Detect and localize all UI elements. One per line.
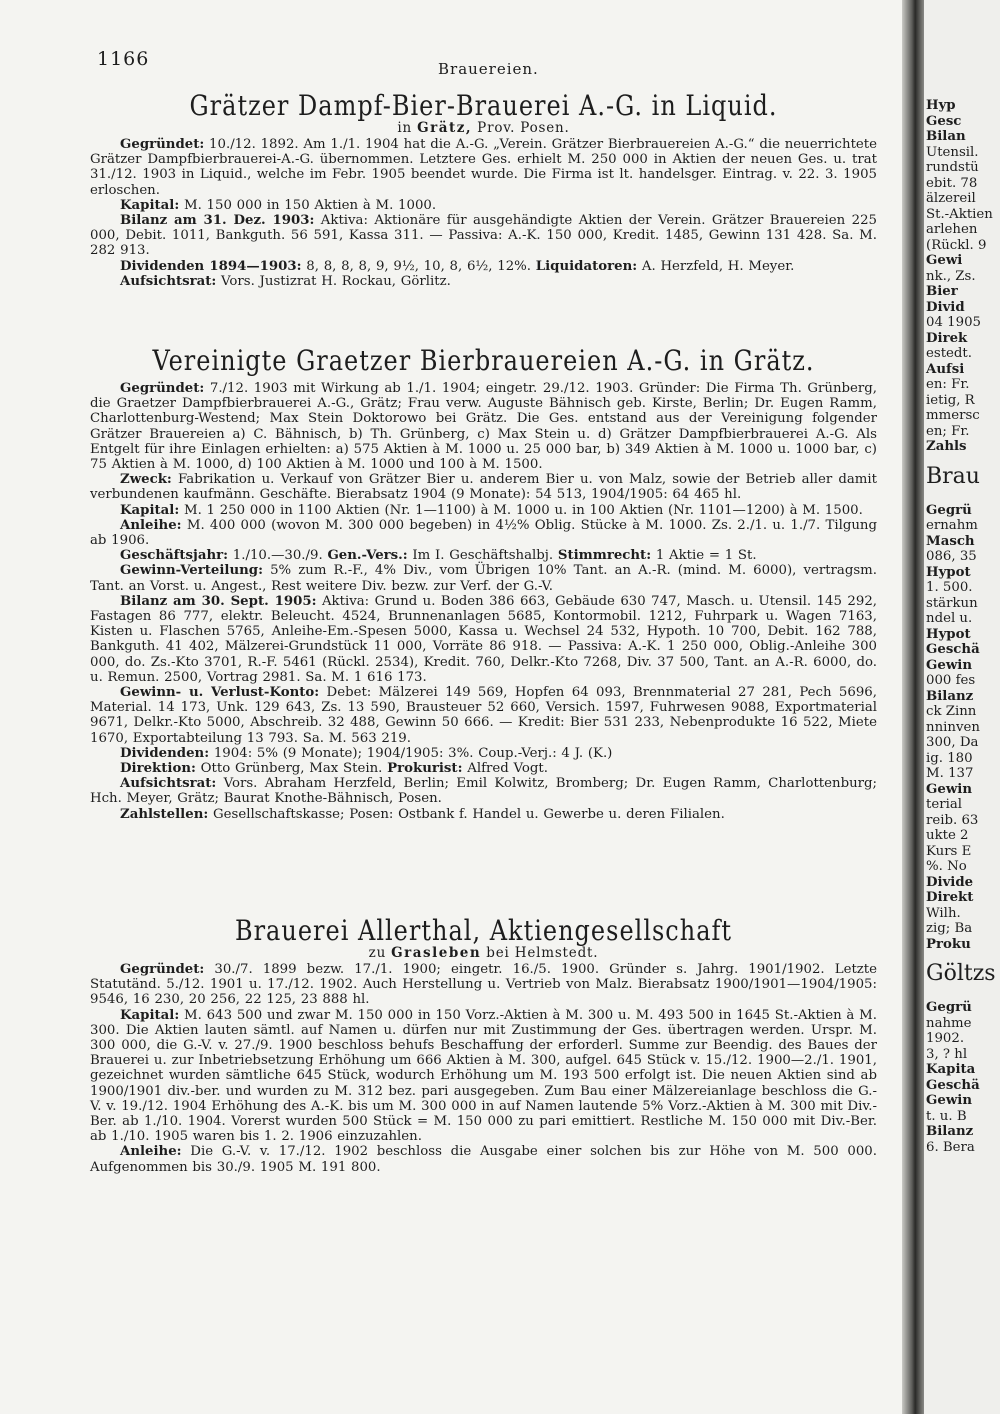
subtitle-suffix: bei Helmstedt. xyxy=(481,945,599,961)
edge-fragment: ebit. 78 xyxy=(926,175,978,191)
entry-label: Anleihe: xyxy=(120,517,182,533)
entry xyxy=(90,472,877,502)
edge-fragment: mmersc xyxy=(926,408,980,423)
edge-fragment: Wilh. xyxy=(926,905,961,921)
edge-fragment: rundstü xyxy=(926,160,979,175)
entry-text: 10./12. 1892. Am 1./1. 1904 hat die A.-G. „Verein. Grätzer Bierbrauereien A.-G.“ die neuerrichtete Grätzer Dampfbierbrauerei-A.-G. übernommen. Letztere Ges. erhielt M. 250 000 in Aktien der neuen Ges. u. trat 31./12. 1903 in Liquid., welche im Febr. 1905 beendet wurde. Die Firma ist lt. handelsger. Eintrag. v. 22. 3. 1905 erloschen. xyxy=(90,137,877,198)
entry-text: 1904: 5% (9 Monate); 1904/1905: 3%. Coup.-Verj.: 4 J. (K.) xyxy=(209,745,613,761)
entry-label: Anleihe: xyxy=(120,1144,182,1160)
entry xyxy=(90,274,877,289)
edge-fragment: Brau xyxy=(926,463,980,489)
entry xyxy=(90,962,877,1008)
entry xyxy=(90,746,877,761)
edge-fragment: Bier xyxy=(926,284,958,299)
edge-fragment: Bilanz xyxy=(926,688,974,704)
entry-text: 30./7. 1899 bezw. 17./1. 1900; eingetr. 16./5. 1900. Gründer s. Jahrg. 1901/1902. Letzte Statutänd. 5./12. 1901 u. 17./12. 1902. Auch Herstellung u. Vertrieb von Malz. Bierabsatz 1900/1901—1904/1905: 9546, 16 230, 20 256, 22 125, 23 888 hl. xyxy=(90,962,877,1008)
entry-text: Die G.-V. v. 17./12. 1902 beschloss die Ausgabe einer solchen bis zur Höhe von M. 500 000. Aufgenommen bis 30./9. 1905 M. 191 800. xyxy=(90,1144,877,1175)
edge-fragment: 3, ? hl xyxy=(926,1046,968,1062)
page-number: 1166 xyxy=(97,48,150,70)
entry xyxy=(90,548,877,563)
entry-label: Gen.-Vers.: xyxy=(327,548,408,564)
entry-text: M. 150 000 in 150 Aktien à M. 1000. xyxy=(179,197,437,213)
edge-fragment: Direk xyxy=(926,330,968,346)
edge-fragment: 000 fes xyxy=(926,673,976,688)
entry xyxy=(90,594,877,685)
edge-fragment: Kurs E xyxy=(926,843,972,859)
entry xyxy=(90,761,877,776)
edge-fragment: en; Fr. xyxy=(926,423,970,439)
edge-fragment: Bilanz xyxy=(926,1124,974,1139)
edge-fragment: arlehen xyxy=(926,222,978,237)
entry-label: Geschäftsjahr: xyxy=(120,548,229,564)
entry xyxy=(90,259,877,274)
entry-text: Aktiva: Grund u. Boden 386 663, Gebäude 630 747, Masch. u. Utensil. 145 292, Fastagen 86 777, elektr. Beleucht. 4524, Brunnenanlagen 5685, Kontormobil. 1212, Fuhrpark u. Wagen 7163, Kisten u. Flaschen 5765, Anleihe-Em.-Spesen 5000, Kassa u. Wechsel 24 532, Hypoth. 10 700, Debit. 162 788, Bankguth. 41 402, Mälzerei-Grundstück 11 000, Vorräte 86 918. — Passiva: A.-K. 1 250 000, Oblig.-Anleihe 300 000, do. Zs.-Kto 3701, R.-F. 5461 (Rückl. 2534), Kredit. 760, Delkr.-Kto 7268, Div. 37 500, Tant. an A.-R. 6000, do. u. Remun. 2500, Vortrag 2981. Sa. M. 1 616 173. xyxy=(90,593,878,685)
entry-label: Kapital: xyxy=(120,1007,180,1023)
edge-fragment: älzereil xyxy=(926,191,976,206)
entry-label: Gegründet: xyxy=(120,381,205,396)
section-subtitle xyxy=(90,945,877,962)
edge-fragment: ukte 2 xyxy=(926,828,969,843)
edge-fragment: Gewi xyxy=(926,253,963,268)
entry-label: Bilanz am 30. Sept. 1905: xyxy=(120,593,317,609)
entry-label: Bilanz am 31. Dez. 1903: xyxy=(120,213,315,229)
entry-text: Vors. Abraham Herzfeld, Berlin; Emil Kolwitz, Bromberg; Dr. Eugen Ramm, Charlottenburg; Hch. Meyer, Grätz; Baurat Knothe-Bähnisch, Posen. xyxy=(90,776,877,807)
entry-text: Im I. Geschäftshalbj. xyxy=(407,548,558,564)
edge-fragment: 1902. xyxy=(926,1031,965,1046)
subtitle-suffix: Prov. Posen. xyxy=(472,120,570,136)
entry-label: Gewinn- u. Verlust-Konto: xyxy=(120,685,320,701)
entry-label: Liquidatoren: xyxy=(535,258,638,274)
edge-fragment: ndel u. xyxy=(926,611,973,626)
edge-fragment: Gewin xyxy=(926,657,972,673)
entry-text: Fabrikation u. Verkauf von Grätzer Bier u. anderem Bier u. von Malz, sowie der Betrieb aller damit verbundenen kaufmänn. Geschäfte. Bierabsatz 1904 (9 Monate): 54 513, 1904/1905: 64 465 hl. xyxy=(90,472,877,503)
edge-fragment: (Rückl. 9 xyxy=(926,237,987,253)
edge-fragment: %. No xyxy=(926,859,967,874)
edge-fragment: Gegrü xyxy=(926,502,972,518)
entry-label: Prokurist: xyxy=(387,761,463,777)
edge-fragment: Utensil. xyxy=(926,144,979,160)
edge-fragment: Gegrü xyxy=(926,1000,972,1015)
edge-fragment: stärkun xyxy=(926,595,978,611)
entry-text: 1./10.—30./9. xyxy=(228,548,328,564)
edge-fragment: 04 1905 xyxy=(926,315,981,330)
entry-label: Gegründet: xyxy=(120,137,205,152)
entry-text: 5% zum R.-F., 4% Div., vom Übrigen 10% Tant. an A.-R. (mind. M. 6000), vertragsm. Tant. an Vorst. u. Angest., Rest weitere Div. bezw. zur Verf. der G.-V. xyxy=(90,563,877,594)
section-graetzer-dampf xyxy=(90,89,877,289)
edge-fragment: Geschä xyxy=(926,1077,980,1093)
entry xyxy=(90,518,877,548)
running-head: Brauereien. xyxy=(438,60,539,78)
edge-fragment: estedt. xyxy=(926,346,972,361)
entry-text: Alfred Vogt. xyxy=(462,761,548,777)
edge-fragment: Bilan xyxy=(926,129,966,144)
entry-text: 1 Aktie = 1 St. xyxy=(651,548,757,564)
entry xyxy=(90,685,877,746)
edge-fragment: t. u. B xyxy=(926,1108,967,1124)
entry-label: Kapital: xyxy=(120,197,180,213)
edge-fragment: ernahm xyxy=(926,518,978,533)
entry-text: Vors. Justizrat H. Rockau, Görlitz. xyxy=(216,273,451,289)
edge-fragment: Divid xyxy=(926,299,965,315)
book-gutter xyxy=(902,0,924,1414)
entry-label: Gegründet: xyxy=(120,962,205,977)
entry-label: Gewinn-Verteilung: xyxy=(120,563,264,579)
entry-label: Direktion: xyxy=(120,761,196,777)
section-title: Grätzer Dampf-Bier-Brauerei A.-G. in Liquid. xyxy=(189,89,778,123)
subtitle-prefix: in xyxy=(397,120,418,136)
edge-fragment: Gesc xyxy=(926,113,962,129)
entry-label: Kapital: xyxy=(120,502,180,518)
edge-fragment: Gewin xyxy=(926,1093,972,1108)
edge-fragment: en: Fr. xyxy=(926,377,970,392)
section-subtitle xyxy=(90,120,877,137)
entry xyxy=(90,137,877,198)
edge-fragment: Hypot xyxy=(926,626,971,642)
entry-text: A. Herzfeld, H. Meyer. xyxy=(637,258,795,274)
entry xyxy=(90,1144,877,1174)
entry-text: M. 1 250 000 in 1100 Aktien (Nr. 1—1100) à M. 1000 u. in 100 Aktien (Nr. 1101—1200) à M. 1500. xyxy=(179,502,863,518)
edge-fragment: 086, 35 xyxy=(926,549,977,564)
edge-fragment: Masch xyxy=(926,533,975,549)
edge-fragment: ck Zinn xyxy=(926,704,977,719)
entry-label: Zahlstellen: xyxy=(120,806,209,822)
edge-fragment: nahme xyxy=(926,1015,972,1031)
edge-fragment: Hyp xyxy=(926,98,956,113)
next-page-edge xyxy=(924,0,1000,1414)
entry-text: Aktiva: Aktionäre für ausgehändigte Aktien der Verein. Grätzer Brauereien 225 000, Debit. 1011, Bankguth. 56 591, Kassa 311. — Passiva: A.-K. 150 000, Kredit. 1485, Gewinn 131 428. Sa. M. 282 913. xyxy=(90,213,877,259)
entry-text: M. 400 000 (wovon M. 300 000 begeben) in 4½% Oblig. Stücke à M. 1000. Zs. 2./1. u. 1./7. Tilgung ab 1906. xyxy=(90,517,877,549)
edge-fragment: Geschä xyxy=(926,642,980,657)
entry-text: 7./12. 1903 mit Wirkung ab 1./1. 1904; eingetr. 29./12. 1903. Gründer: Die Firma Th. Grünberg, die Graetzer Dampfbierbrauerei A.-G., Grätz; Frau verw. Auguste Bähnisch geb. Kirste, Berlin; Dr. Eugen Ramm, Charlottenburg-Westend; Max Stein Doktorowo bei Grätz. Die Ges. entstand aus der Vereinigung folgender Grätzer Brauereien a) C. Bähnisch, b) Th. Grünberg, c) Max Stein u. d) Grätzer Dampfbierbrauerei A.-G. Als Entgelt für ihre Einlagen erhielten: a) 575 Aktien à M. 1000 u. 25 000 bar, b) 349 Aktien à M. 1000 u. 1000 bar, c) 75 Aktien à M. 1000, d) 100 Aktien à M. 1000 und 100 à M. 1500. xyxy=(90,381,877,473)
entry-text: 8, 8, 8, 8, 9, 9½, 10, 8, 6½, 12%. xyxy=(301,258,536,274)
edge-fragment: Kapita xyxy=(926,1062,976,1077)
edge-fragment: Aufsi xyxy=(926,361,965,377)
edge-fragment: 1. 500. xyxy=(926,580,973,595)
edge-fragment: nk., Zs. xyxy=(926,268,976,284)
subtitle-place: Grasleben xyxy=(391,945,482,961)
edge-fragment: ig. 180 xyxy=(926,750,973,766)
section-title: Vereinigte Graetzer Bierbrauereien A.-G. in Grätz. xyxy=(152,344,815,378)
entry xyxy=(90,563,877,593)
entry xyxy=(90,198,877,213)
entry xyxy=(90,503,877,518)
entry-label: Dividenden: xyxy=(120,745,210,761)
entry xyxy=(90,1008,877,1145)
entry-label: Aufsichtsrat: xyxy=(120,273,217,289)
edge-fragment: Divide xyxy=(926,874,974,890)
edge-fragment: Direkt xyxy=(926,890,974,905)
section-vereinigte-graetzer xyxy=(90,344,878,822)
entry-label: Stimmrecht: xyxy=(557,548,652,564)
edge-fragment: ietig, R xyxy=(926,392,975,408)
edge-fragment: Zahls xyxy=(926,439,967,454)
edge-fragment: M. 137 xyxy=(926,766,974,781)
edge-fragment: St.-Aktien xyxy=(926,206,993,222)
edge-fragment: reib. 63 xyxy=(926,812,979,828)
edge-fragment: zig; Ba xyxy=(926,921,973,936)
section-title: Brauerei Allerthal, Aktiengesellschaft xyxy=(234,914,733,948)
section-brauerei-allerthal xyxy=(90,914,877,1175)
entry xyxy=(90,213,877,259)
entry-text: Otto Grünberg, Max Stein. xyxy=(195,761,388,777)
entry-label: Dividenden 1894—1903: xyxy=(120,258,302,274)
edge-fragment: terial xyxy=(926,797,963,812)
edge-fragment: Hypot xyxy=(926,564,971,580)
edge-fragment: nninven xyxy=(926,719,980,735)
edge-fragment: 300, Da xyxy=(926,735,979,750)
entry-label: Aufsichtsrat: xyxy=(120,776,217,792)
entry-text: Gesellschaftskasse; Posen: Ostbank f. Handel u. Gewerbe u. deren Filialen. xyxy=(208,806,725,822)
edge-fragment: Göltzs xyxy=(926,961,996,986)
entry-label: Zweck: xyxy=(120,472,172,488)
edge-fragment: Gewin xyxy=(926,781,972,797)
edge-fragment: 6. Bera xyxy=(926,1139,975,1155)
edge-fragment: Proku xyxy=(926,936,971,952)
entry xyxy=(90,807,877,822)
entry xyxy=(90,776,877,806)
subtitle-prefix: zu xyxy=(368,945,392,961)
entry-text: M. 643 500 und zwar M. 150 000 in 150 Vorz.-Aktien à M. 300 u. M. 493 500 in 1645 St.-Aktien à M. 300. Die Aktien lauten sämtl. auf Namen u. dürfen nur mit Zustimmung der Ges. übertragen werden. Urspr. M. 300 000, die G.-V. v. 27./9. 1900 beschloss behufs Beschaffung der erforderl. Summe zur Beendig. des Baues der Brauerei u. zur Inbetriebsetzung Erhöhung um 666 Aktien à M. 300, aufgel. 645 Stück v. 15./12. 1900—2./1. 1901, gezeichnet wurden sämtliche 645 Stück, wodurch Erhöhung um M. 193 500 erfolgt ist. Die neuen Aktien sind ab 1900/1901 div.-ber. und wurden zu M. 312 bez. pari ausgegeben. Zum Bau einer Mälzereianlage beschloss die G.-V. v. 19./12. 1904 Erhöhung des A.-K. bis um M. 300 000 in auf Namen lautende 5% Vorz.-Aktien à M. 300 mit Div.-Ber. ab 1./10. 1904. Vorerst wurden 500 Stück = M. 150 000 zu pari emittiert. Restliche M. 150 000 mit Div.-Ber. ab 1./10. 1905 waren bis 1. 2. 1906 einzuzahlen. xyxy=(90,1007,877,1145)
subtitle-place: Grätz, xyxy=(417,120,473,136)
entry-text: Debet: Mälzerei 149 569, Hopfen 64 093, Brennmaterial 27 281, Pech 5696, Material. 14 173, Unk. 129 643, Zs. 13 590, Brausteuer 52 660, Versich. 1597, Fuhrwesen 9088, Exportmaterial 9671, Delkr.-Kto 5000, Abschreib. 32 488, Gewinn 50 666. — Kredit: Bier 531 233, Nebenprodukte 16 522, Miete 1670, Exportabteilung 13 793. Sa. M. 563 219. xyxy=(90,685,877,746)
entry xyxy=(90,381,877,472)
